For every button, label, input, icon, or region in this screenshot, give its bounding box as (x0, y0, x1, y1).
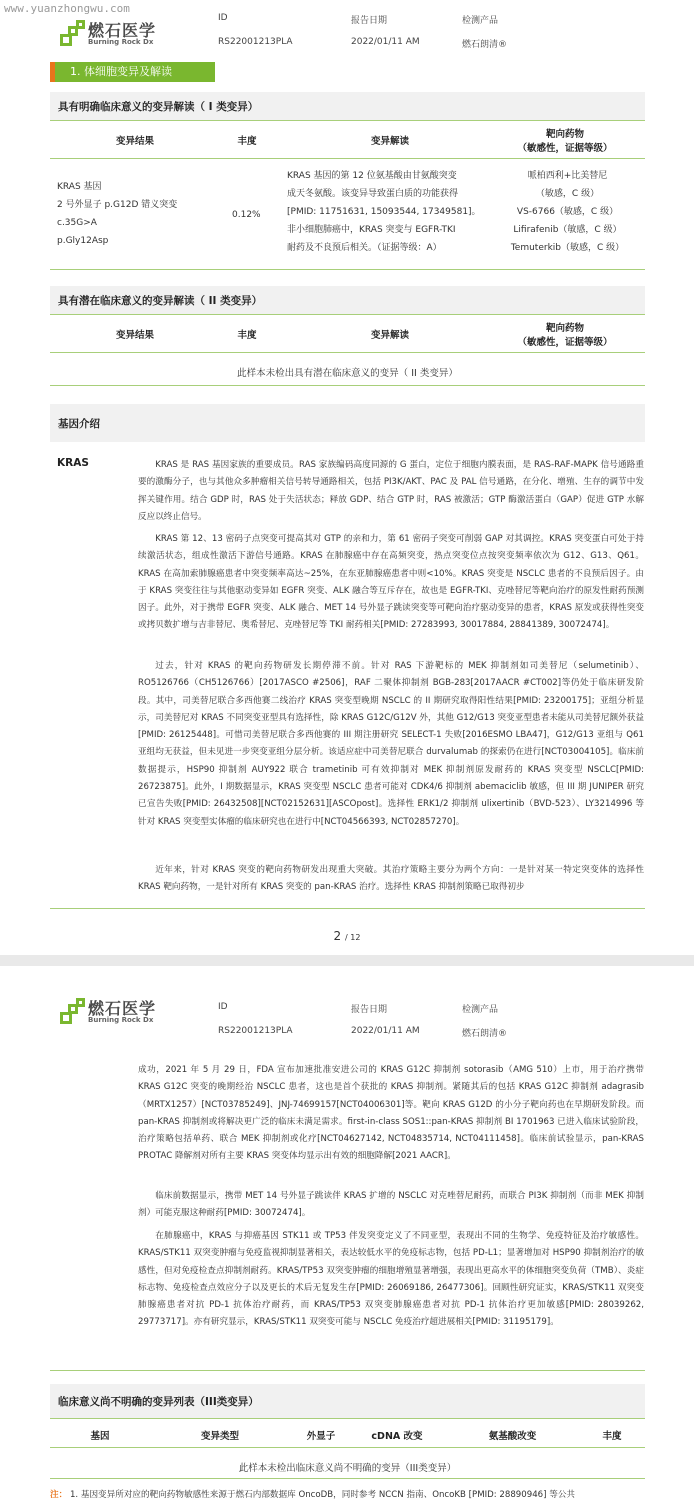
class3-header-gene: 基因 (90, 1431, 110, 1442)
gene-intro-paragraph: 成功，2021 年 5 月 29 日，FDA 宣布加速批准安进公司的 KRAS G12C 抑制剂 sotorasib（AMG 510）上市，用于治疗携带 KRAS G12C 突变的晚期经治 NSCLC 患者，这也是首个获批的 KRAS 抑制剂。紧随其后的包括 KRAS G12C 抑制剂 adagrasib（MRTX1257）[NCT03785249]、JNJ-74699157[NCT04006301]等。靶向 KRAS G12D 的小分子靶向药也在早期研发阶段。而 pan-KRAS 抑制剂或将解决更广泛的临床未满足需求。first-in-class SOS1::pan-KRAS 抑制剂 BI 1701963 已进入临床试验阶段，治疗策略包括单药、联合 MEK 抑制剂或化疗[NCT04627142, NCT04835714, NCT04111458]。临床前试验显示，pan-KRAS PROTAC 降解剂对所有主要 KRAS 突变体均显示出有效的细胞降解[2021 AACR]。 (138, 1065, 644, 1162)
divider (50, 1418, 645, 1419)
report-date-label: 报告日期 (351, 16, 388, 26)
report-date-value: 2022/01/11 AM (351, 1026, 420, 1036)
product-label: 检测产品 (462, 1005, 499, 1015)
divider (50, 1370, 645, 1371)
report-date-value: 2022/01/11 AM (351, 37, 420, 47)
divider (50, 1447, 645, 1448)
gene-intro-title: 基因介绍 (58, 418, 100, 430)
footnote-text: 1. 基因变异所对应的靶向药物敏感性来源于燃石内部数据库 OncoDB，同时参考 NCCN 指南、OncoKB [PMID: 28890946] 等公共 (69, 1490, 576, 1500)
class2-header-result: 变异结果 (115, 330, 154, 341)
class3-header-abundance: 丰度 (602, 1431, 622, 1442)
gene-intro-title-band (50, 404, 645, 442)
footnote-label: 注： (50, 1490, 68, 1500)
report-page-2 (0, 966, 694, 1500)
class2-title: 具有潜在临床意义的变异解读（ II 类变异） (58, 295, 263, 307)
drug-line: 哌柏西利+比美替尼 (527, 171, 608, 181)
brand-logo (60, 996, 210, 1030)
class2-header-abundance: 丰度 (237, 330, 257, 341)
class1-abundance-cell: 0.12% (232, 210, 261, 220)
class1-header-drug: 靶向药物 (545, 129, 584, 140)
divider (50, 1478, 645, 1479)
logo-mark-icon (60, 20, 86, 46)
id-value: RS22001213PLA (218, 37, 293, 47)
page-number-total: / 12 (345, 933, 361, 942)
brand-logo (60, 18, 210, 52)
divider (50, 158, 645, 159)
interpretation-line: 耐药及不良预后相关。（证据等级：A） (287, 243, 442, 253)
logo-mark-icon (60, 998, 86, 1024)
gene-intro-paragraph: 过去，针对 KRAS 的靶向药物研发长期停滞不前。针对 RAS 下游靶标的 MEK 抑制剂如司美替尼（selumetinib）、RO5126766（CH5126766）[2017ASCO #2506]，RAF 二聚体抑制剂 BGB-283[2017AACR #CT002]等仍处于临床研发阶段。其中，司美替尼联合多西他赛二线治疗 KRAS 突变型晚期 NSCLC 的 II 期研究取得阳性结果[PMID: 23200175]；亚组分析显示，司美替尼对 KRAS 不同突变亚型具有选择性，除 KRAS G12C/G12V 外，其他 G12/G13 突变亚型患者未能从司美替尼额外获益[PMID: 26125448]。可惜司美替尼联合多西他赛的 III 期注册研究 SELECT-1 失败[2016ESMO LBA47]，G12/G13 亚组与 Q61 亚组均无获益，但未见进一步突变亚组分层分析。该适应症中司美替尼联合 durvalumab 的探索仍在进行[NCT03004105]。临床前数据提示，HSP90 抑制剂 AUY922 联合 trametinib 可有效抑制对 MEK 抑制剂原发耐药的 KRAS 突变型 NSCLC[PMID: 26723875]。此外，I 期数据显示，KRAS 突变型 NSCLC 患者可能对 CDK4/6 抑制剂 abemaciclib 敏感，但 III 期 JUNIPER 研究已宣告失败[PMID: 26432508][NCT02152631][ASCOpost]。选择性 ERK1/2 抑制剂 ulixertinib（BVD-523）、LY3214996 等针对 KRAS 突变型实体瘤的临床研究也在进行中[NCT04566393, NCT02857270]。 (138, 661, 644, 827)
product-value: 燃石朗清® (462, 40, 508, 50)
logo-subtext: Burning Rock Dx (88, 1016, 154, 1024)
class1-title: 具有明确临床意义的变异解读（ I 类变异） (58, 101, 259, 113)
result-line: c.35G>A (57, 218, 97, 228)
id-value: RS22001213PLA (218, 1026, 293, 1036)
drug-line: （敏感，C 级） (535, 189, 600, 199)
report-date-label: 报告日期 (351, 1005, 388, 1015)
divider (50, 352, 645, 353)
gene-intro-paragraph: KRAS 第 12、13 密码子点突变可提高其对 GTP 的亲和力，第 61 密码子突变可削弱 GAP 对其调控。KRAS 突变蛋白可处于持续激活状态，组成性激活下游信号通路。KRAS 在肺腺癌中存在高频突变，热点突变位点按突变频率依次为 G12、G13、Q61。KRAS 在高加索肺腺癌患者中突变频率高达~25%，在东亚肺腺癌患者中则<10%。KRAS 突变是 NSCLC 患者的不良预后因子。由于 KRAS 突变往往与其他驱动变异如 EGFR 突变、ALK 融合等互斥存在，故也是 EGFR-TKI、克唑替尼等靶向治疗的原发性耐药预测因子。此外，对于携带 EGFR 突变、ALK 融合、MET 14 号外显子跳读突变等可靶向治疗驱动变异的患者，KRAS 原发或获得性突变或拷贝数扩增与吉非替尼、奥希替尼、克唑替尼等 TKI 耐药相关[PMID: 27283993, 30017884, 28841389, 30072474]。 (138, 534, 644, 631)
watermark: www.yuanzhongwu.com (4, 2, 130, 15)
gene-intro-paragraph: 临床前数据显示，携带 MET 14 号外显子跳读伴 KRAS 扩增的 NSCLC 对克唑替尼耐药，而联合 PI3K 抑制剂（而非 MEK 抑制剂）可能克服这种耐药[PMID: 30072474]。 (138, 1191, 644, 1219)
drug-line: VS-6766（敏感，C 级） (516, 207, 619, 217)
class3-header-exon: 外显子 (306, 1431, 336, 1442)
class1-drug-cell (500, 167, 635, 257)
class1-header-abundance: 丰度 (237, 136, 257, 147)
class1-header-drug-sub: （敏感性，证据等级） (517, 143, 613, 154)
class2-header-interpretation: 变异解读 (370, 330, 409, 341)
gene-intro-paragraph: KRAS 是 RAS 基因家族的重要成员。RAS 家族编码高度同源的 G 蛋白，定位于细胞内膜表面，是 RAS-RAF-MAPK 信号通路重要的激酶分子，也与其他众多肿瘤相关信号转导通路相关，包括 PI3K/AKT、PAC 及 PAL 信号通路，在分化、增殖、生存的调节中发挥关键作用。结合 GDP 时，RAS 处于失活状态；释放 GDP、结合 GTP 时，RAS 被激活；GTP 酶激活蛋白（GAP）促进 GTP 水解反应以终止信号。 (138, 460, 644, 522)
class2-header-drug: 靶向药物 (545, 323, 584, 334)
footnote (50, 1488, 575, 1500)
interpretation-line: 成天冬氨酸。该变异导致蛋白质的功能获得 (287, 189, 459, 199)
product-label: 检测产品 (462, 16, 499, 26)
interpretation-line: 非小细胞肺癌中，KRAS 突变与 EGFR-TKI (287, 225, 456, 235)
divider (50, 385, 645, 386)
divider (50, 120, 645, 121)
section-title: 1. 体细胞变异及解读 (50, 62, 215, 82)
class3-header-aa: 氨基酸改变 (488, 1431, 537, 1442)
class2-header-drug-sub: （敏感性，证据等级） (517, 337, 613, 348)
divider (50, 314, 645, 315)
product-value: 燃石朗清® (462, 1029, 508, 1039)
page-number-current: 2 (333, 929, 342, 943)
class3-empty-message: 此样本未检出临床意义尚不明确的变异（III类变异） (238, 1463, 457, 1474)
class1-result-cell (57, 178, 177, 250)
id-label: ID (218, 1002, 228, 1012)
logo-text: 燃石医学 (88, 999, 157, 1018)
result-line: 2 号外显子 p.G12D 错义突变 (57, 200, 178, 210)
gene-name: KRAS (57, 457, 89, 469)
gene-intro-paragraph: 在肺腺癌中，KRAS 与抑癌基因 STK11 或 TP53 伴发突变定义了不同亚型，表现出不同的生物学、免疫特征及治疗敏感性。KRAS/STK11 双突变肿瘤与免疫监视抑制显著相关，表达较低水平的免疫标志物，包括 PD-L1；显著增加对 HSP90 抑制剂治疗的敏感性，但对免疫检查点抑制剂耐药。KRAS/TP53 双突变肿瘤的细胞增殖显著增强，表现出更高水平的体细胞突变负荷（TMB）、炎症标志物、免疫检查点效应分子以及更长的术后无复发生存[PMID: 26069186, 26477306]。回顾性研究证实，KRAS/STK11 双突变肺腺癌患者对抗 PD-1 抗体治疗耐药，而 KRAS/TP53 双突变肺腺癌患者对抗 PD-1 抗体治疗更加敏感[PMID: 28039262, 29773717]。亦有研究显示，KRAS/STK11 双突变可能与 NSCLC 免疫治疗超进展相关[PMID: 31195179]。 (138, 1231, 644, 1328)
class3-title: 临床意义尚不明确的变异列表（III类变异） (58, 1396, 259, 1408)
drug-line: Temuterkib（敏感，C 级） (510, 243, 625, 253)
class3-header-type: 变异类型 (200, 1431, 239, 1442)
page-number (0, 929, 694, 943)
divider (50, 269, 645, 270)
result-line: p.Gly12Asp (57, 236, 109, 246)
logo-subtext: Burning Rock Dx (88, 38, 154, 46)
gene-intro-paragraph: 近年来，针对 KRAS 突变的靶向药物研发出现重大突破。其治疗策略主要分为两个方向：一是针对某一特定突变体的选择性 KRAS 靶向药物，一是针对所有 KRAS 突变的 pan-KRAS 治疗。选择性 KRAS 抑制剂策略已取得初步 (138, 865, 644, 893)
drug-line: Lifirafenib（敏感，C 级） (513, 225, 622, 235)
logo-text: 燃石医学 (88, 21, 157, 40)
divider (50, 908, 645, 909)
class3-header-cdna: cDNA 改变 (371, 1431, 423, 1442)
interpretation-line: KRAS 基因的第 12 位氨基酸由甘氨酸突变 (287, 171, 457, 181)
interpretation-line: [PMID: 11751631, 15093544, 17349581]。 (287, 207, 481, 217)
class1-header-result: 变异结果 (115, 136, 154, 147)
id-label: ID (218, 13, 228, 23)
page-header (0, 966, 694, 1039)
class1-header-interpretation: 变异解读 (370, 136, 409, 147)
result-line: KRAS 基因 (57, 182, 102, 192)
class1-interpretation-cell (287, 167, 499, 257)
class2-empty-message: 此样本未检出具有潜在临床意义的变异（ II 类变异） (237, 368, 458, 379)
